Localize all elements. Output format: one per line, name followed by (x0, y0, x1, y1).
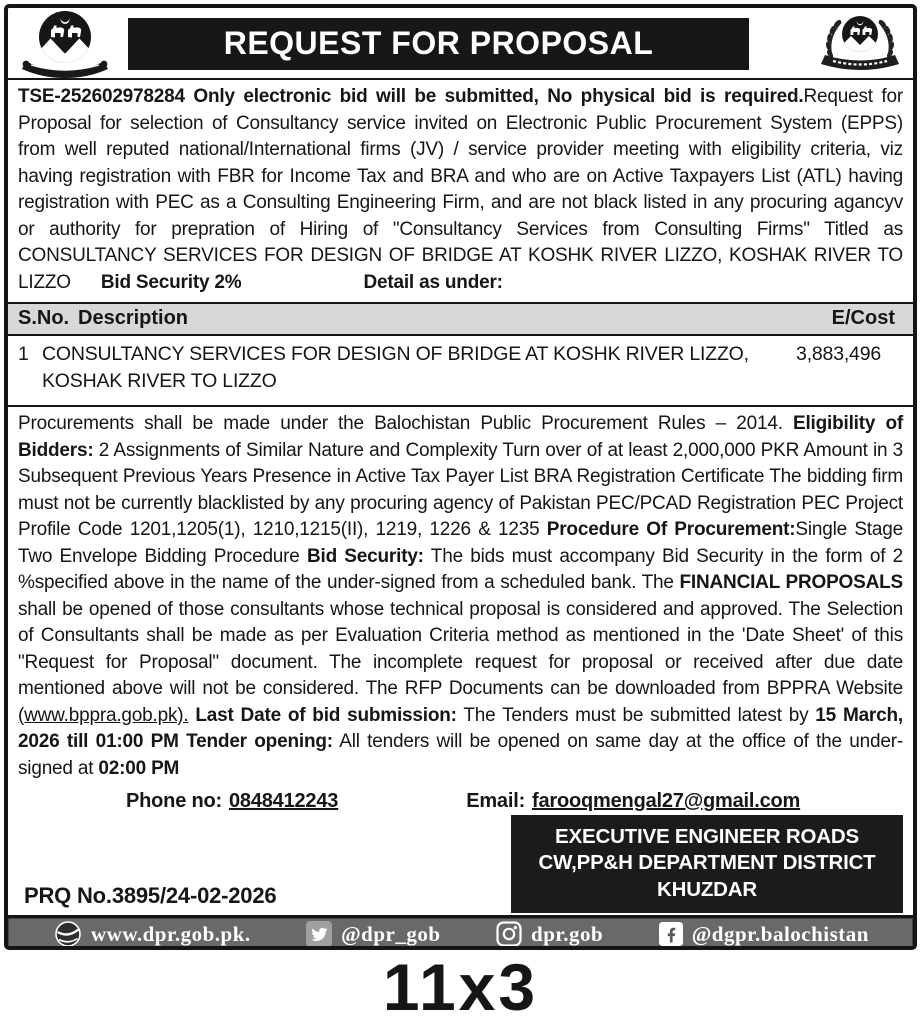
text-segment: Single Stage Two Envelope Bidding Procedure (18, 519, 903, 567)
notice-title: REQUEST FOR PROPOSAL (223, 25, 654, 61)
signatory-box (511, 815, 903, 914)
email-label: Email: (466, 790, 526, 812)
website-text[interactable]: www.dpr.gob.pk. (91, 921, 251, 946)
text-segment: Bid Security: (306, 545, 424, 567)
bottom-area (8, 819, 913, 915)
signatory-line: EXECUTIVE ENGINEER ROADS (555, 824, 859, 848)
text-segment: All tenders will be opened on same day at the office of the under-signed at (18, 731, 903, 779)
website-group (54, 920, 251, 948)
instagram-icon (496, 921, 522, 947)
text-segment: Detail as under: (363, 271, 503, 293)
text-segment: 02:00 PM (98, 757, 180, 779)
text-segment[interactable]: (www.bppra.gob.pk). (18, 704, 189, 726)
phone-label: Phone no: (126, 790, 222, 812)
prq-number: PRQ No.3895/24-02-2026 (24, 883, 277, 908)
text-segment: Eligibility of Bidders: (18, 413, 903, 461)
text-segment: 2 Assignments of Similar Nature and Complexity Turn over of at least 2,000,000 PKR Amount in 3 Subsequent Previous Years Presence in Active Tax Payer List BRA Registration Certificate The bidding firm must not be currently blacklisted by any procuring agency of Pakistan PEC/PCAD Registration PEC Project Profile Code 1201,1205(1), 1210,1215(II), 1219, 1226 & 1235 (18, 439, 903, 540)
instagram-handle[interactable]: dpr.gob (531, 921, 604, 946)
terms-paragraph (8, 407, 913, 788)
text-segment: 15 March, 2026 till 01:00 PM (18, 704, 903, 752)
text-segment: TSE-252602978284 Only electronic bid will be submitted, No physical bid is required. (18, 86, 804, 107)
phone-number[interactable]: 0848412243 (228, 790, 339, 812)
ad-size-label: 11x3 (382, 950, 539, 1024)
twitter-group (306, 921, 440, 947)
table-header-row (8, 304, 913, 336)
notice-header (8, 8, 913, 80)
facebook-handle[interactable]: @dgpr.balochistan (691, 921, 869, 946)
text-segment: Procurements shall be made under the Balochistan Public Procurement Rules – 2014. (18, 413, 793, 434)
intro-paragraph (8, 80, 913, 304)
phone-group (126, 790, 338, 813)
facebook-icon (659, 922, 683, 946)
text-segment: The bids must accompany Bid Security in the form of 2 %specified above in the name of the under-signed from a scheduled bank. The (18, 545, 903, 593)
social-bar (8, 915, 913, 950)
text-segment: Request for Proposal for selection of Consultancy service invited on Electronic Public Procurement System (EPPS) from well reputed national/International firms (JV) / service provider meeting with eligibility criteria, viz having registration with FBR for Income Tax and BRA and who are on Active Taxpayers List (ATL) having registration with PEC as a Consulting Engineering Firm, and are not black listed in any procuring agancyv or authority for prepration of Hiring of "Consultancy Services from Consulting Firms" Titled as CONSULTANCY SERVICES FOR DESIGN OF BRIDGE AT KOSHK RIVER LIZZO, KOSHAK RIVER TO LIZZO (18, 86, 903, 293)
table-header-description: Description (78, 307, 189, 329)
email-group (466, 790, 800, 813)
facebook-group (659, 922, 869, 947)
row-description: CONSULTANCY SERVICES FOR DESIGN OF BRIDGE AT KOSHK RIVER LIZZO, KOSHAK RIVER TO LIZZO (42, 343, 749, 392)
instagram-group (496, 921, 603, 947)
twitter-handle[interactable]: @dpr_gob (341, 921, 441, 946)
text-segment: Last Date of bid submission: (195, 704, 457, 726)
table-row (8, 336, 913, 407)
tender-notice (4, 4, 917, 950)
text-segment: Bid Security 2% (100, 271, 242, 293)
row-sno: 1 (18, 343, 29, 365)
text-segment: FINANCIAL PROPOSALS (679, 572, 903, 593)
text-segment: The Tenders must be submitted latest by (456, 704, 816, 726)
signatory-line: KHUZDAR (657, 877, 757, 901)
notice-title-banner (128, 18, 749, 70)
email-address[interactable]: farooqmengal27@gmail.com (532, 790, 801, 812)
table-header-sno: S.No. (18, 307, 70, 329)
text-segment: Procedure Of Procurement: (546, 519, 796, 540)
signatory-line: CW,PP&H DEPARTMENT DISTRICT (538, 851, 876, 874)
balochistan-emblem-icon (18, 10, 112, 78)
row-cost: 3,883,496 (796, 343, 881, 365)
text-segment: shall be opened of those consultants whose technical proposal is considered and approved. The Selection of Consultants shall be made as per Evaluation Criteria method as mentioned in the 'Date Sheet' of this "Request for Proposal" document. The incomplete request for proposal or received after due date mentioned above will not be considered. The RFP Documents can be downloaded from BPPRA Website (18, 598, 903, 699)
dgpr-emblem-icon (815, 10, 905, 78)
twitter-icon (306, 921, 332, 947)
table-header-cost: E/Cost (831, 307, 895, 329)
text-segment: Tender opening: (186, 731, 333, 752)
globe-icon (54, 920, 82, 948)
